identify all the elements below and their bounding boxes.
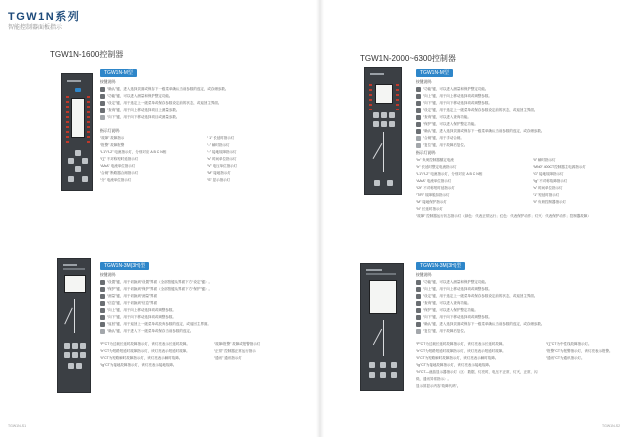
key-icon — [100, 329, 105, 334]
key-item: “设置”键，用于切换到“设置”界面（全部按键从界面下方“设定”键）。 — [100, 279, 300, 286]
key-func — [68, 176, 74, 182]
key-item: “保护”键，可以进入保护整定功能。 — [416, 307, 616, 314]
indicator-item: “M” 接地保护指示灯 — [416, 200, 447, 204]
key-item: “复位”键，用于故障后复位。 — [416, 142, 616, 149]
controller-panel-image — [61, 73, 93, 191]
brand-subtitle: 智能控制器面板指示 — [8, 25, 63, 31]
controller-panel-image — [360, 263, 404, 391]
indicator-item: “M” 接地指示灯 — [207, 171, 231, 175]
indicator-heading: 指示灯说明: — [416, 151, 437, 155]
indicator-item: “Ir” 长延时整定电流指示灯 — [416, 165, 457, 169]
indicator-item: “In” 负荷控制器额定电流 — [416, 158, 454, 162]
indicator-item: “I2t” 不对称短时延指示灯 — [416, 186, 455, 190]
indicator-item: “1” 短延时指示灯 — [533, 193, 560, 197]
key-reset — [387, 180, 393, 186]
key-confirm — [76, 363, 82, 369]
key-icon — [100, 101, 105, 106]
indicator-item: “A/kA” 电流单位指示灯 — [100, 164, 136, 168]
led-column-left — [369, 84, 372, 110]
key-item: “返回”键，用于返回上一级菜单或放弃参数的选定，或返回主界面。 — [100, 321, 300, 328]
key-info — [64, 352, 70, 358]
key-item: “保护”键，可以进入保护整定功能。 — [416, 121, 616, 128]
note-item: “Ig”CT为接地故障指示灯，该灯亮表示接地故障。 — [100, 363, 177, 367]
indicator-item: “MN0” 400CT控制器主电源指示灯 — [533, 165, 586, 169]
note-item: “P”CT为过载长延时故障指示灯，该灯亮表示长延时故障。 — [416, 342, 506, 346]
section-title-1600: TGW1N-1600控制器 — [50, 50, 124, 59]
note-item: “Ir”CT为短路短延时故障指示灯，该灯亮表示短延时故障。 — [416, 349, 506, 353]
indicator-item: “s” 时间单位指示灯 — [533, 186, 563, 190]
key-icon — [100, 94, 105, 99]
circuit-mimic — [64, 308, 73, 325]
indicator-item: “分” 电流单位指示灯 — [100, 178, 132, 182]
key-item: “查询”键，用于向上移动选择项目上测量参数。 — [100, 107, 270, 114]
indicator-item: “报警” 故障报警 — [100, 143, 125, 147]
key-icon — [100, 287, 105, 292]
key-measure — [80, 343, 86, 349]
key-icon — [416, 280, 421, 285]
indicator-item: “合闸” 断路器合闸指示灯 — [100, 171, 139, 175]
key-right — [82, 158, 88, 164]
indicator-notes — [416, 341, 540, 390]
lcd-screen — [375, 84, 393, 104]
indicator-item: “故障” 故障指示 — [100, 136, 125, 140]
key-icon — [416, 315, 421, 320]
note-item: “通讯”CT为通讯指示灯。 — [546, 356, 585, 360]
note-item: “Ii”CT为短路瞬时故障指示灯，该灯亮表示瞬时故障。 — [416, 356, 499, 360]
key-item: “功能”键，可以进入测量和保护整定功能。 — [416, 86, 616, 93]
page-footer: TGW1N-S2 — [602, 424, 621, 428]
model-tag: TGW1N-3M(3H)型 — [416, 262, 465, 270]
indicator-heading: 指示灯说明: — [100, 129, 121, 133]
indicator-item: “V” 电压单位指示灯 — [207, 164, 238, 168]
key-item: “查询”键，可以进入查询功能。 — [416, 300, 616, 307]
key-query — [369, 372, 375, 378]
key-icon — [100, 322, 105, 327]
key-item: “功能”键，可以进入测量和保护整定功能。 — [416, 279, 616, 286]
panel-logo — [370, 73, 384, 75]
note-item: “正常” 控制器正常运行指示 — [214, 349, 256, 353]
lcd-screen — [71, 98, 85, 138]
key-item: “向下”键，用于向下移动选择项目或测量参数。 — [100, 114, 270, 121]
key-item: “确认”键，进入选择页面或保存下一级菜单确认当前参数的选定，或存储参数。 — [416, 128, 616, 135]
indicator-item: “↑” 接地故障指示灯 — [207, 150, 237, 154]
model-tag: TGW1N-M型 — [416, 69, 453, 77]
key-up — [380, 362, 386, 368]
key-icon — [100, 301, 105, 306]
key-item: “确认”键，进入选择页面或保存下一级菜单确认当前参数的选定，或存储参数。 — [416, 321, 616, 328]
key-description — [416, 272, 616, 335]
key-icon — [100, 315, 105, 320]
key-item: “设定”键，用于选定上一级菜单或保存参数设定前的状态，或返回主界面。 — [416, 107, 616, 114]
indicator-item: “Ii” 负荷控制器指示灯 — [533, 200, 567, 204]
brand-title: TGW1N系列 — [8, 11, 81, 23]
indicator-item: “s” 时间单位指示灯 — [207, 157, 237, 161]
controller-panel-image — [57, 258, 91, 393]
indicator-item: “G” 接地故障指示灯 — [533, 172, 564, 176]
key-down — [75, 166, 81, 172]
indicator-item: “Ii” 瞬时指示灯 — [533, 158, 556, 162]
indicator-item: “↓” 瞬时指示灯 — [207, 143, 230, 147]
note-item: “P”CT为过载长延时故障指示灯，该灯亮表示长延时故障。 — [100, 342, 190, 346]
page-footer: TGW1N-S1 — [8, 424, 27, 428]
led-column-right — [396, 84, 399, 110]
lcd-screen — [64, 275, 86, 293]
status-led — [75, 88, 81, 92]
key-icon — [416, 122, 421, 127]
controller-panel-image — [364, 67, 402, 195]
key-icon — [100, 108, 105, 113]
panel-logo — [63, 264, 77, 266]
right-page — [320, 0, 640, 437]
key-item: “测量”键，用于切换到“测量”界面 — [100, 293, 300, 300]
key-left — [68, 158, 74, 164]
key-description — [100, 272, 300, 335]
note-item: “Ir”CT为短路短延时故障指示灯，该灯亮表示短延时故障。 — [100, 349, 190, 353]
key-icon — [100, 87, 105, 92]
indicator-item: “ 1” 长延时指示灯 — [207, 136, 235, 140]
indicator-item: “L1”/“L2” 电流指示灯，分别对应 A B C N相 — [100, 150, 167, 154]
note-item: “报警”CT为报警指示灯，该灯亮表示报警。 — [546, 349, 613, 353]
key-item: “向下”键，用于向下移动选择项或调整参数。 — [416, 100, 616, 107]
key-item: “确认”键，用于进入下一级菜单或保存当前参数的选定。 — [100, 328, 300, 335]
key-up — [75, 150, 81, 156]
key-return — [68, 363, 74, 369]
indicator-item: “T/R” 故障脱扣指示灯 — [416, 193, 450, 197]
key-func — [369, 362, 375, 368]
panel-logo — [67, 80, 81, 82]
keys-heading: 按键说明: — [100, 80, 117, 84]
key-close — [374, 180, 380, 186]
panel-label — [366, 273, 396, 275]
keys-heading: 按键说明: — [100, 273, 117, 277]
key-icon — [416, 287, 421, 292]
key-down — [80, 352, 86, 358]
indicator-description — [100, 128, 280, 184]
indicator-item: “A/kA” 电流单位指示灯 — [416, 179, 452, 183]
note-item: “Ii”CT为短路瞬时故障指示灯，该灯亮表示瞬时故障。 — [100, 356, 183, 360]
key-item: “设定”键，用于选定上一级菜单或保存参数设定前的状态，或返回主界面。 — [416, 293, 616, 300]
key-icon — [416, 115, 421, 120]
key-query — [381, 121, 387, 127]
note-item: “I∑”CT为中性线故障指示灯。 — [546, 342, 592, 346]
key-item: “向上”键，用于向上移动选择项或调整参数。 — [100, 307, 300, 314]
key-protect — [380, 372, 386, 378]
key-icon — [416, 294, 421, 299]
key-set — [391, 362, 397, 368]
key-up — [381, 112, 387, 118]
key-up — [72, 352, 78, 358]
panel-label — [63, 268, 85, 270]
key-description — [416, 79, 616, 149]
key-icon — [416, 136, 421, 141]
indicator-item: “S” 显示指示灯 — [207, 178, 231, 182]
indicator-item: “I∑” 不对称短时延指示灯 — [100, 157, 139, 161]
key-icon — [416, 322, 421, 327]
note-item: “通讯” 通讯指示灯 — [214, 356, 242, 360]
lcd-screen — [369, 280, 397, 314]
key-protect — [389, 121, 395, 127]
section-title-2000-6300: TGW1N-2000~6300控制器 — [360, 54, 456, 63]
panel-logo — [366, 269, 382, 271]
note-item: “N”CT—液晶显示器指示灯（区：数据，灯亮时，电压不正常，灯灭，正常，闪烁，通讯异常指示）。 — [416, 370, 538, 381]
key-description — [100, 79, 270, 121]
key-icon — [416, 308, 421, 313]
keys-heading: 按键说明: — [416, 273, 433, 277]
key-icon — [416, 108, 421, 113]
circuit-mimic — [74, 299, 75, 333]
circuit-mimic — [373, 329, 382, 345]
key-item: “向下”键，用于向下移动选择项或调整参数。 — [100, 314, 300, 321]
key-icon — [100, 115, 105, 120]
circuit-mimic — [383, 132, 384, 172]
indicator-description — [416, 150, 626, 220]
indicator-item: “Ig” 不对称故障指示灯 — [533, 179, 568, 183]
note-item: 显示屏显示内容“故障代码”。 — [416, 384, 461, 388]
key-icon — [416, 129, 421, 134]
key-reset — [82, 176, 88, 182]
key-item: “合闸”键，用于手动合闸。 — [416, 135, 616, 142]
status-note: “故障” 控制器运行状态指示灯（绿色：代表正常运行；红色：代表保护动作；灯灭：代表保护动作；控制器故障） — [416, 214, 591, 218]
indicator-notes-right — [546, 341, 634, 362]
key-icon — [100, 308, 105, 313]
note-item: “Ig”CT为接地故障指示灯，该灯亮表示接地故障。 — [416, 363, 493, 367]
key-item: “查询”键，可以进入查询功能。 — [416, 114, 616, 121]
circuit-mimic — [383, 320, 384, 356]
key-down — [389, 112, 395, 118]
led-column-left — [66, 96, 69, 144]
key-protect — [72, 343, 78, 349]
key-item: “确认”键，进入选择页面或保存下一级菜单确认当前参数的选定，或存储参数。 — [100, 86, 270, 93]
key-item: “向上”键，用于向上移动选择项或调整参数。 — [416, 286, 616, 293]
key-func — [373, 112, 379, 118]
note-item: “故障/报警” 故障或报警指示灯 — [214, 342, 261, 346]
key-item: “向上”键，用于向上移动选择项或调整参数。 — [416, 93, 616, 100]
key-item: “功能”键，可以进入测量和保护整定功能。 — [100, 93, 270, 100]
key-icon — [416, 87, 421, 92]
circuit-mimic — [373, 143, 383, 159]
keys-heading: 按键说明: — [416, 80, 433, 84]
model-tag: TGW1N-3M(3H)型 — [100, 262, 149, 270]
key-item: “复位”键，用于故障后复位。 — [416, 328, 616, 335]
led-column-right — [87, 96, 90, 144]
key-icon — [416, 329, 421, 334]
key-item: “保护”键，用于切换到“保护”界面（全部按键从界面下方“保护”键）。 — [100, 286, 300, 293]
key-set — [64, 343, 70, 349]
key-icon — [416, 94, 421, 99]
indicator-item: “N” 长延时指示灯 — [416, 207, 443, 211]
key-icon — [100, 280, 105, 285]
key-icon — [100, 294, 105, 299]
key-item: “向下”键，用于向下移动选择项或调整参数。 — [416, 314, 616, 321]
key-down — [391, 372, 397, 378]
indicator-notes-right — [214, 341, 304, 362]
indicator-notes — [100, 341, 210, 369]
indicator-item: “L1”/“L2” 电流指示灯，分别对应 A B C N相 — [416, 172, 483, 176]
key-item: “设定”键，用于选定上一级菜单或保存参数设定前的状态，或返回主界面。 — [100, 100, 270, 107]
model-tag: TGW1N-M型 — [100, 69, 137, 77]
key-icon — [416, 301, 421, 306]
key-item: “信息”键，用于切换到“信息”界面 — [100, 300, 300, 307]
key-icon — [416, 143, 421, 148]
key-set — [373, 121, 379, 127]
key-icon — [416, 101, 421, 106]
